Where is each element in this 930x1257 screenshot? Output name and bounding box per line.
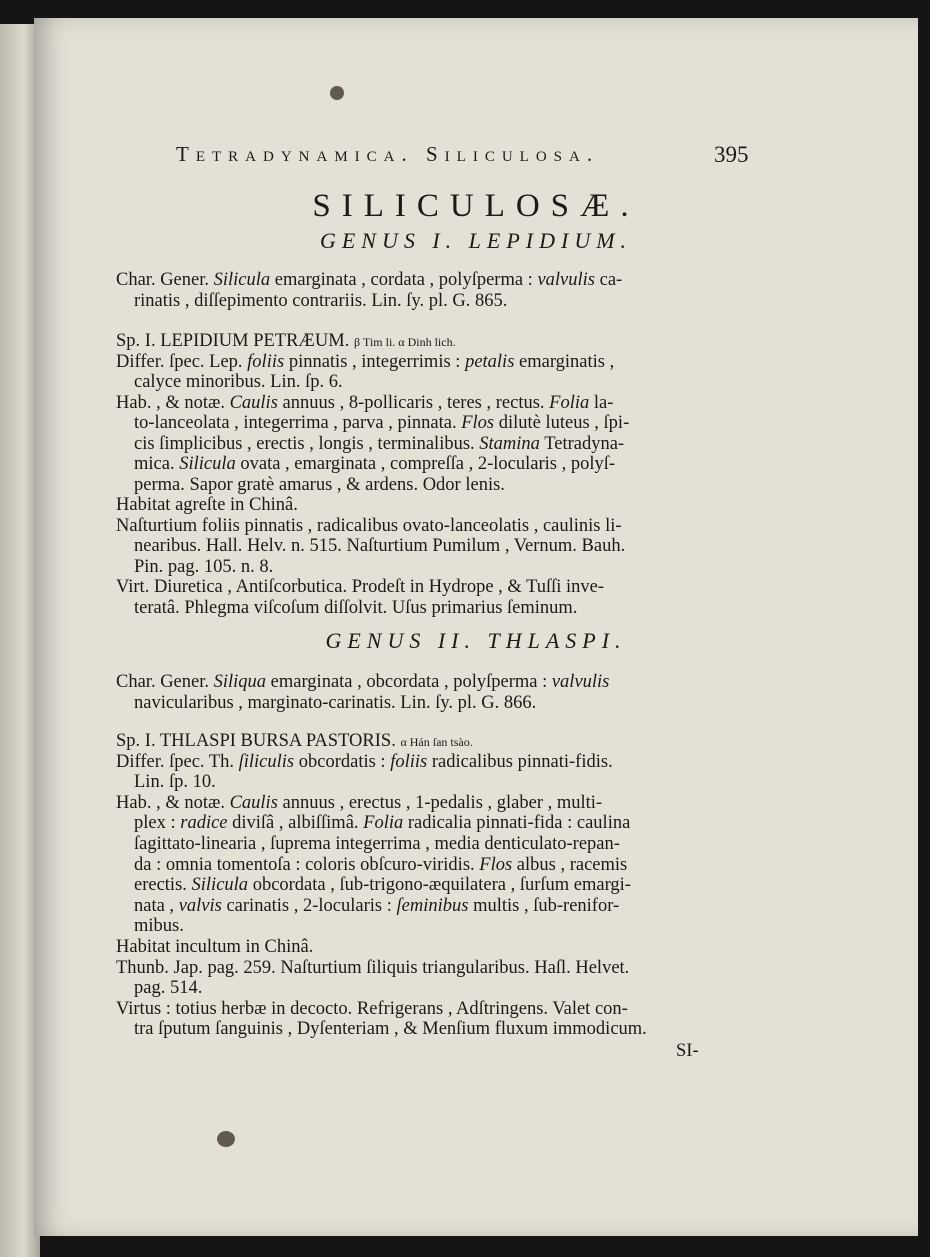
text-run: carinatis , 2-locularis : xyxy=(221,895,397,916)
text-run: ovata , emarginata , compreſſa , 2-locularis , polyſ- xyxy=(235,454,616,474)
italic-run: foliis xyxy=(247,351,285,372)
text-run: Differ. ſpec. Th. xyxy=(116,751,239,772)
text-run: emarginata , obcordata , polyſperma : xyxy=(266,672,552,692)
text-line xyxy=(134,692,536,714)
text-line xyxy=(134,874,631,896)
text-run: erectis. xyxy=(134,875,192,896)
text-run: Sp. I. LEPIDIUM PETRÆUM. xyxy=(116,331,354,351)
text-line xyxy=(116,351,614,373)
italic-run: Caulis xyxy=(229,792,278,813)
italic-run: Flos xyxy=(461,413,495,433)
text-line xyxy=(134,371,343,393)
text-line xyxy=(116,730,473,753)
text-run: multis , ſub-renifor- xyxy=(468,895,620,916)
text-line xyxy=(134,412,629,434)
italic-run: Stamina xyxy=(479,433,540,454)
text-run: albus , racemis xyxy=(512,854,628,875)
annotation-run: β Tim li. α Dinh lich. xyxy=(353,335,456,349)
text-run: Pin. pag. 105. n. 8. xyxy=(134,556,274,577)
italic-run: radice xyxy=(180,813,228,834)
italic-run: valvulis xyxy=(551,672,610,692)
text-line xyxy=(116,998,628,1020)
text-run: obcordata , ſub-trigono-æquilatera , ſurſum emargi- xyxy=(248,875,631,896)
text-run: Virtus : totius herbæ in decocto. Refrigerans , Adſtringens. Valet con- xyxy=(116,998,628,1019)
text-line xyxy=(116,671,609,693)
text-line xyxy=(134,535,625,557)
text-run: annuus , erectus , 1-pedalis , glaber , multi- xyxy=(277,792,603,813)
text-run: ca- xyxy=(595,270,623,290)
text-line xyxy=(134,895,619,917)
text-run: la- xyxy=(589,392,614,413)
text-line xyxy=(116,576,604,598)
italic-run: Folia xyxy=(363,813,404,834)
page-title: SILICULOSÆ. xyxy=(312,188,640,224)
text-run: Tetradyna- xyxy=(539,433,625,454)
text-run: Habitat agreſte in Chinâ. xyxy=(116,495,298,515)
italic-run: Flos xyxy=(479,854,513,875)
text-line xyxy=(116,515,622,537)
text-run: Virt. Diuretica , Antiſcorbutica. Prodeſt in Hydrope , & Tuſſi inve- xyxy=(116,577,605,597)
text-line xyxy=(134,556,273,578)
text-run: plex : xyxy=(134,813,181,834)
text-run: Char. Gener. xyxy=(116,672,214,692)
ink-spot xyxy=(330,86,344,100)
italic-run: Silicula xyxy=(213,270,271,290)
text-line xyxy=(134,854,627,876)
text-run: nearibus. Hall. Helv. n. 515. Naſturtium Pumilum , Vernum. Bauh. xyxy=(134,536,626,556)
text-run: mibus. xyxy=(134,916,184,937)
text-run: dilutè luteus , ſpi- xyxy=(494,413,630,433)
text-run: Hab. , & notæ. xyxy=(116,792,230,813)
italic-run: Folia xyxy=(549,392,590,413)
ink-spot xyxy=(217,1131,235,1147)
text-run: Char. Gener. xyxy=(116,270,214,290)
running-head-title: Tetradynamica. Siliculosa. xyxy=(176,142,600,166)
text-run: pinnatis , integerrimis : xyxy=(284,351,466,372)
text-run: rinatis , diſſepimento contrariis. Lin. ſy. pl. G. 865. xyxy=(134,290,508,311)
text-run: radicalia pinnati-fida : caulina xyxy=(403,813,631,834)
book-page xyxy=(34,18,918,1236)
text-line xyxy=(134,474,505,496)
italic-run: ſeminibus xyxy=(396,895,469,916)
text-run: obcordatis : xyxy=(294,751,391,772)
text-line xyxy=(134,977,202,999)
text-line xyxy=(134,433,624,455)
text-run: calyce minoribus. Lin. ſp. 6. xyxy=(134,372,343,392)
text-run: annuus , 8-pollicaris , teres , rectus. xyxy=(277,392,550,413)
italic-run: valvulis xyxy=(537,270,595,290)
genus-heading: GENUS I. LEPIDIUM. xyxy=(319,228,633,253)
text-line xyxy=(116,751,613,773)
text-run: emarginata , cordata , polyſperma : xyxy=(270,270,538,290)
italic-run: ſiliculis xyxy=(238,751,295,772)
genus-heading: GENUS II. THLASPI. xyxy=(325,628,627,653)
italic-run: Silicula xyxy=(179,454,236,474)
italic-run: Caulis xyxy=(229,392,278,413)
text-run: navicularibus , marginato-carinatis. Lin. ſy. pl. G. 866. xyxy=(134,692,537,713)
text-line xyxy=(116,957,629,979)
text-run: da : omnia tomentoſa : coloris obſcuro-viridis. xyxy=(134,854,480,875)
text-line xyxy=(134,812,630,834)
text-run: tra ſputum ſanguinis , Dyſenteriam , & Menſium fluxum immodicum. xyxy=(134,1019,647,1040)
annotation-run: α Hán ſan tsào. xyxy=(400,735,473,749)
text-line xyxy=(116,494,298,516)
text-line xyxy=(134,771,216,793)
text-run: diviſâ , albiſſimâ. xyxy=(227,813,364,834)
text-run: mica. xyxy=(134,454,180,474)
text-line xyxy=(134,597,577,619)
text-run: pag. 514. xyxy=(134,978,203,999)
text-run: to-lanceolata , integerrima , parva , pinnata. xyxy=(134,413,462,433)
text-run: emarginatis , xyxy=(514,351,615,372)
text-run: Hab. , & notæ. xyxy=(116,392,230,413)
italic-run: petalis xyxy=(465,351,515,372)
text-line xyxy=(134,290,507,312)
italic-run: Siliqua xyxy=(213,672,267,692)
text-run: Thunb. Jap. pag. 259. Naſturtium ſiliquis triangularibus. Haſl. Helvet. xyxy=(116,957,630,978)
text-line xyxy=(116,936,313,958)
italic-run: Silicula xyxy=(191,875,249,896)
text-line xyxy=(134,915,184,937)
text-run: Naſturtium foliis pinnatis , radicalibus ovato-lanceolatis , caulinis li- xyxy=(116,515,622,536)
text-run: ſagittato-linearia , ſuprema integerrima , media denticulato-repan- xyxy=(134,834,620,854)
catchword: SI- xyxy=(676,1041,699,1061)
text-run: cis ſimplicibus , erectis , longis , terminalibus. xyxy=(134,433,480,454)
text-run: Sp. I. THLASPI BURSA PASTORIS. xyxy=(116,731,401,751)
running-head xyxy=(176,142,749,167)
text-line xyxy=(116,269,622,291)
text-line xyxy=(134,453,615,475)
text-line xyxy=(134,833,620,855)
text-run: teratâ. Phlegma viſcoſum diſſolvit. Uſus primarius ſeminum. xyxy=(134,597,578,618)
italic-run: foliis xyxy=(390,751,428,772)
text-line xyxy=(116,792,602,814)
italic-run: valvis xyxy=(178,895,222,916)
text-run: radicalibus pinnati-fidis. xyxy=(427,751,613,772)
text-run: Lin. ſp. 10. xyxy=(134,772,216,793)
text-run: nata , xyxy=(134,895,179,916)
text-run: Differ. ſpec. Lep. xyxy=(116,351,248,372)
text-run: perma. Sapor gratè amarus , & ardens. Odor lenis. xyxy=(134,474,505,495)
page-number: 395 xyxy=(714,142,749,167)
text-line xyxy=(134,1018,647,1040)
text-run: Habitat incultum in Chinâ. xyxy=(116,937,314,957)
text-line xyxy=(116,392,613,414)
